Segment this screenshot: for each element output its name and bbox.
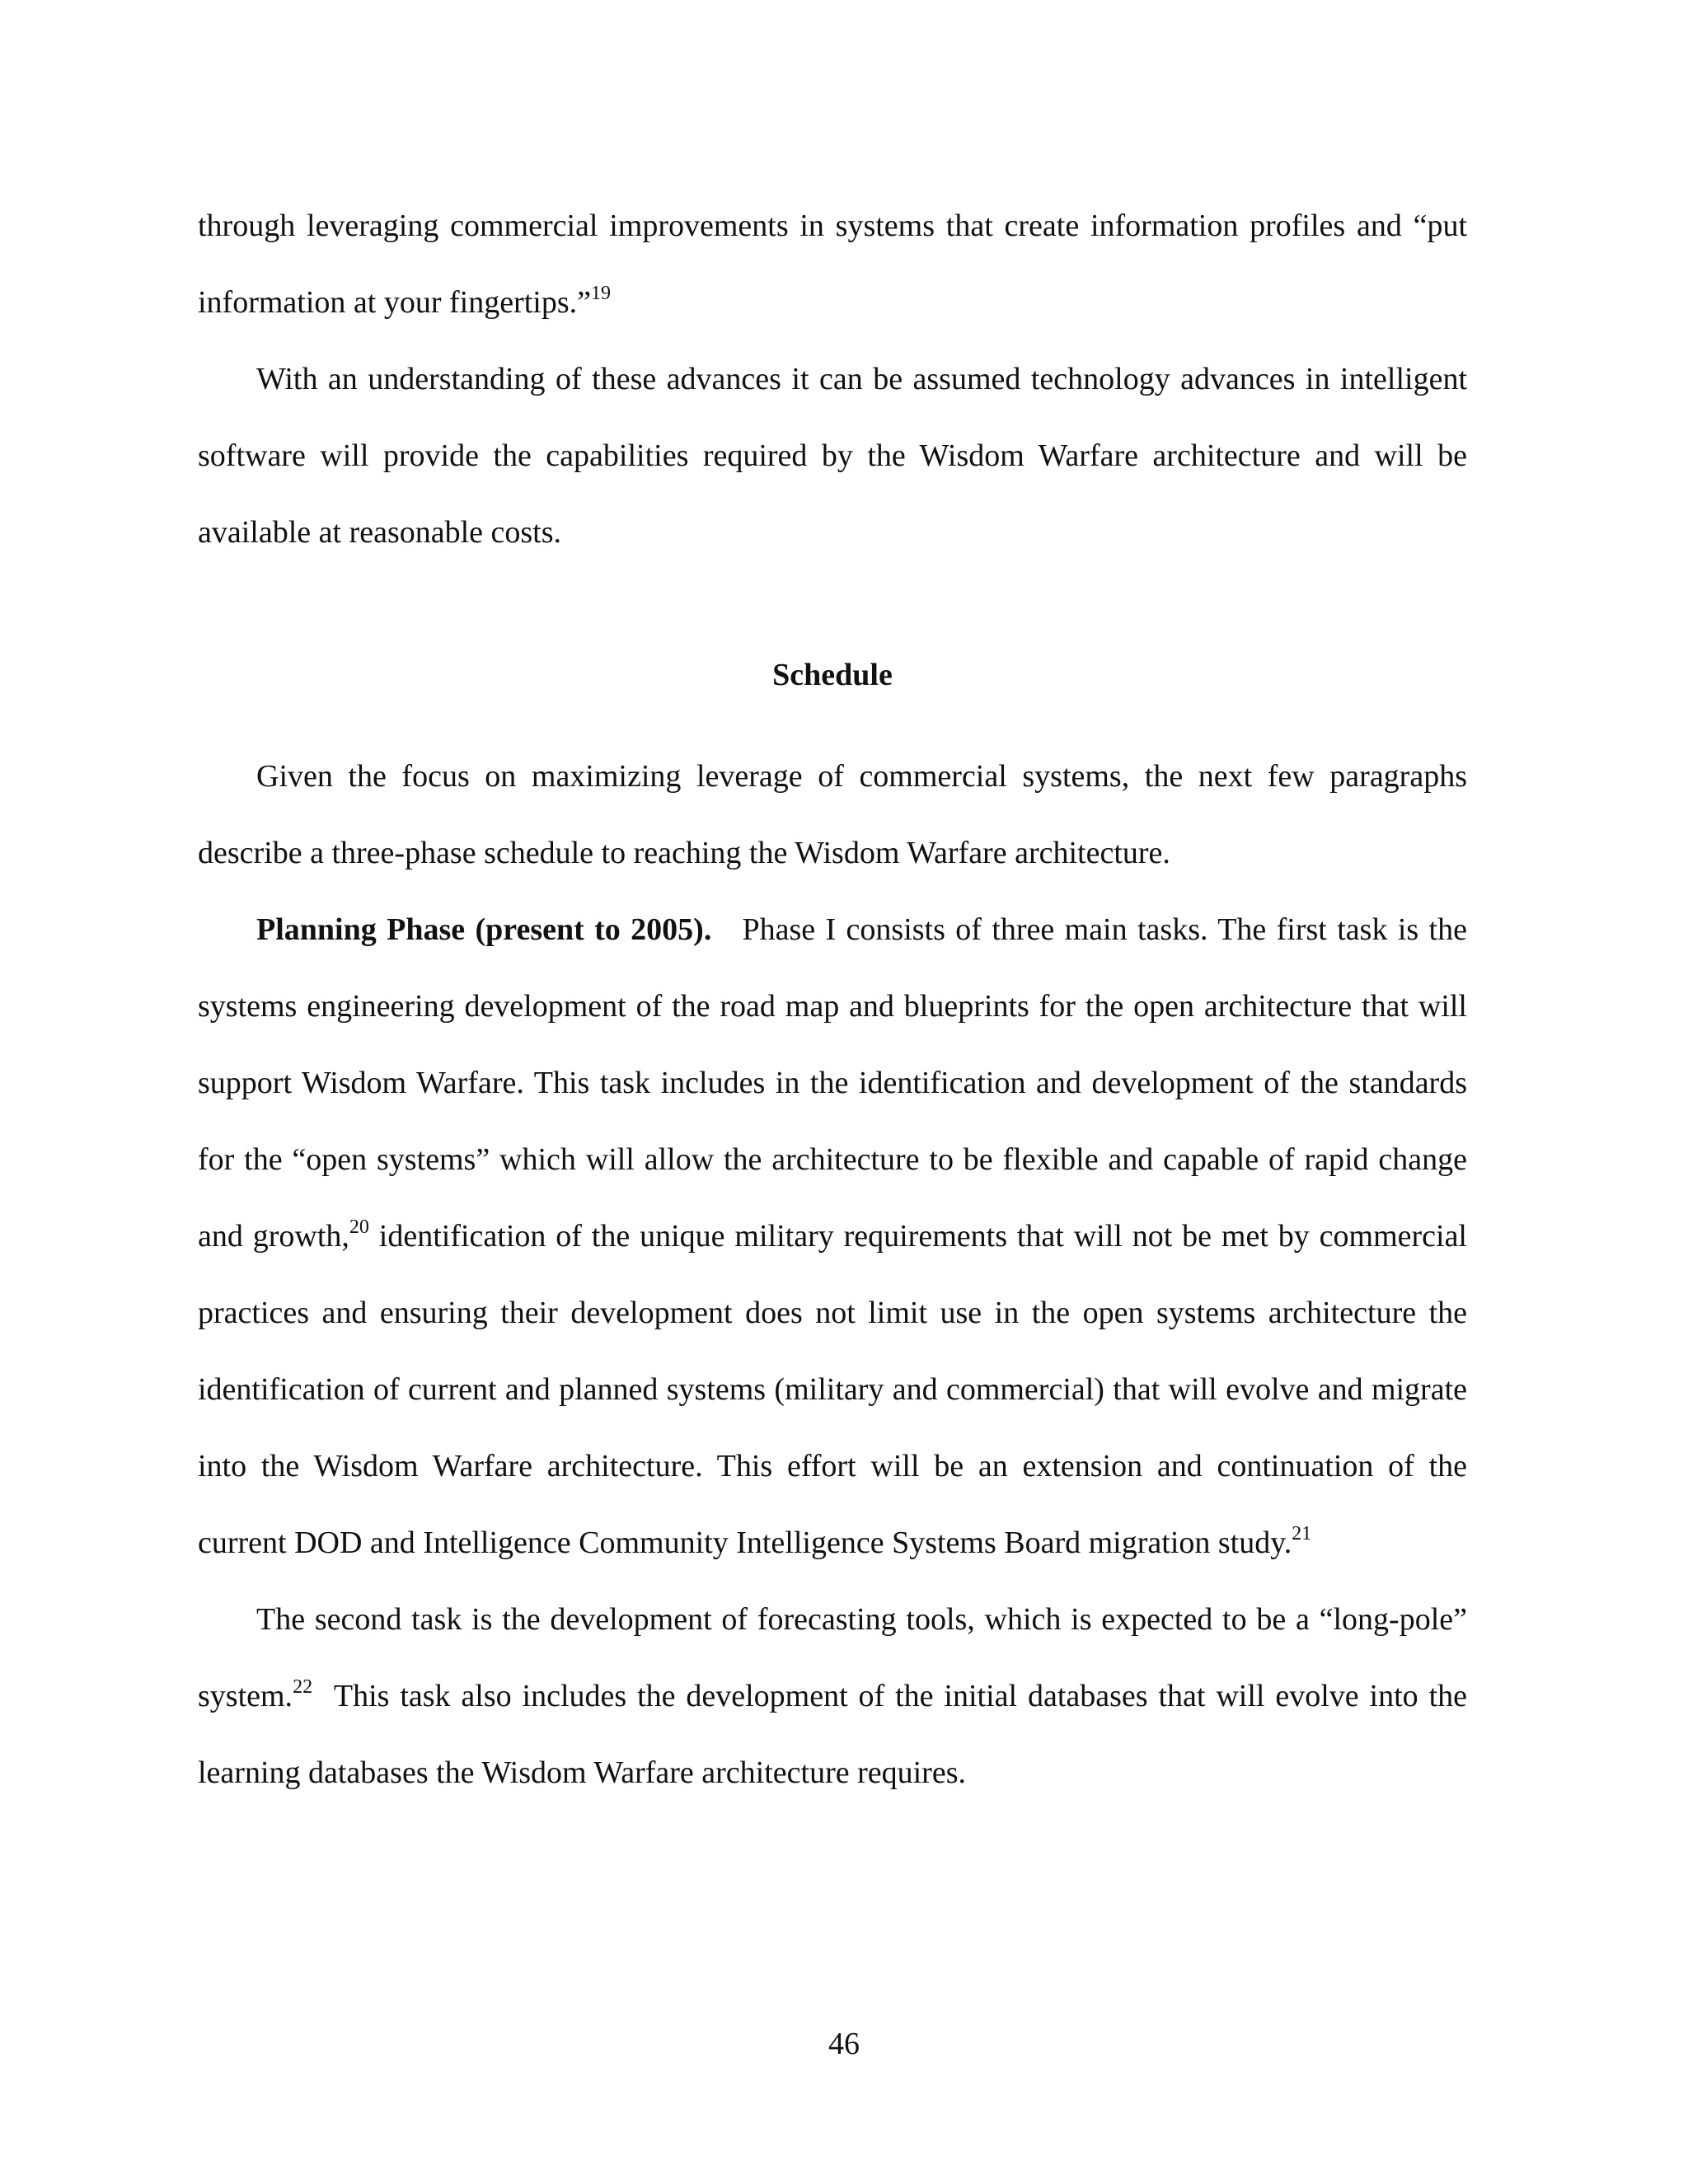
paragraph-text: The second task is the development of forecasting tools, which is expected to be a “long-pole” system. (198, 1602, 1467, 1713)
paragraph-technology-advances (198, 341, 1467, 571)
footnote-marker: 21 (1292, 1523, 1312, 1544)
paragraph-planning-phase (198, 892, 1467, 1582)
paragraph-text: Phase I consists of three main tasks. The first task is the systems engineering development of the road map and blueprints for the open architecture that will support Wisdom Warfare. This task includes in the identification and development of the standards for the “open systems” which will allow the architecture to be flexible and capable of rapid change and growth, (198, 912, 1467, 1254)
paragraph-text: identification of the unique military requirements that will not be met by commercial practices and ensuring their development does not limit use in the open systems architecture the identification of current and planned systems (military and commercial) that will evolve and migrate into the Wisdom Warfare architecture. This effort will be an extension and continuation of the current DOD and Intelligence Community Intelligence Systems Board migration study. (198, 1219, 1467, 1560)
paragraph-second-task (198, 1582, 1467, 1811)
footnote-marker: 19 (591, 283, 611, 304)
page-number: 46 (828, 2027, 860, 2061)
section-heading: Schedule (772, 658, 893, 692)
paragraph-text: This task also includes the development of the initial databases that will evolve into the learning databases the Wisdom Warfare architecture requires. (198, 1679, 1467, 1790)
paragraph-continuation (198, 188, 1467, 341)
footnote-marker: 20 (349, 1216, 369, 1238)
paragraph-schedule-intro (198, 738, 1467, 892)
paragraph-text: through leveraging commercial improvements in systems that create information profiles and “put information at your fingertips.” (198, 209, 1467, 320)
paragraph-text: Given the focus on maximizing leverage of commercial systems, the next few paragraphs describe a three-phase schedule to reaching the Wisdom Warfare architecture. (198, 759, 1467, 870)
page-body (198, 188, 1467, 1811)
run-in-heading: Planning Phase (present to 2005). (256, 912, 712, 947)
footnote-marker: 22 (293, 1676, 313, 1698)
paragraph-text: With an understanding of these advances it can be assumed technology advances in intelligent software will provide the capabilities required by the Wisdom Warfare architecture and will be available at reasonable costs. (198, 362, 1467, 550)
